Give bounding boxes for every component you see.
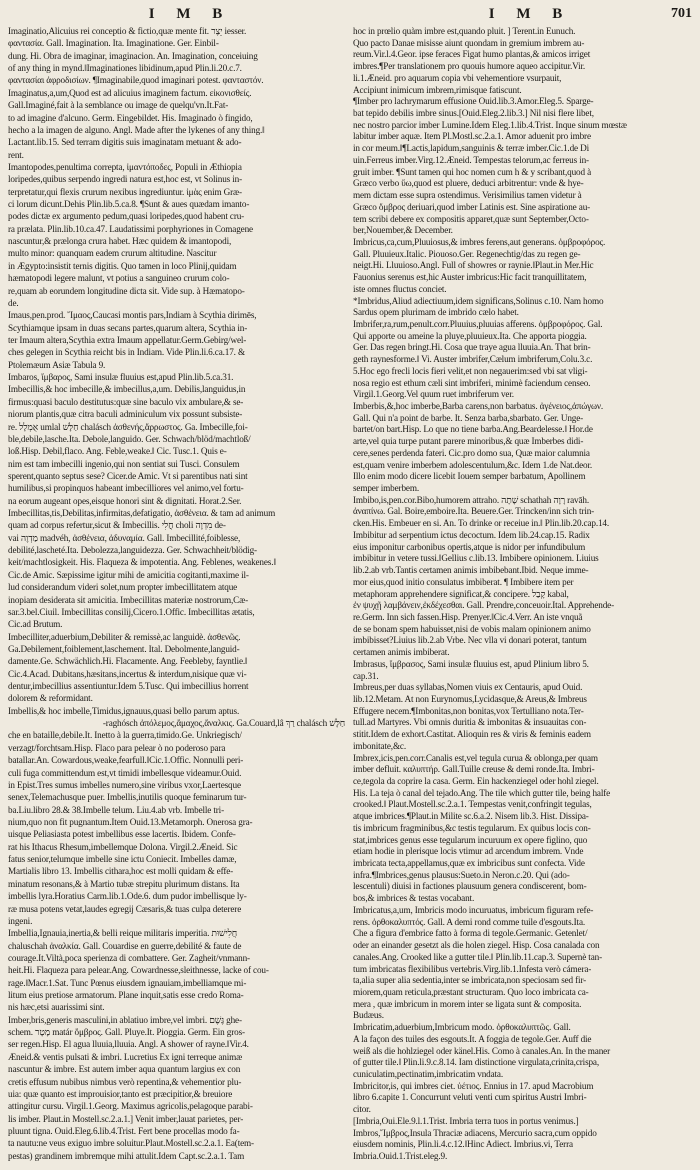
dictionary-line: chaluschah ἀναλκία. Gall. Couardise en guerre,debilité & faute de	[8, 940, 242, 951]
dictionary-line: ta,alia super alia sedentia,inter se imbricata,non speciosam sed fir-	[353, 975, 587, 986]
dictionary-line: Imbricitor,is, qui imbres ciet. ὑέτιος. Ennius in 17. apud Macrobium	[353, 1080, 594, 1091]
dictionary-line: uin.Ferreus imber.Virg.12.Æneid. Tempestas telorum,ac ferreus in-	[353, 154, 589, 165]
dictionary-line: Imbecillitas,tis,Debilitas,infirmitas,defatigatio, ἀσθένεια. & tam ad animum	[8, 508, 276, 519]
dictionary-line: *Imbridus,Aliud adiectiuum,idem significans,Solinus c.10. Nam homo	[353, 295, 604, 306]
dictionary-line: Gall. Qui n'a point de barbe. It. Senza barba,sbarbato. Ger. Unge-	[353, 412, 584, 423]
dictionary-line: Illo enim modo dicere licebit Iouem semper barbatum, Apollinem	[353, 471, 586, 482]
dictionary-line: lud considerandum videri solet,num propter imbecillitatem atque	[8, 582, 238, 593]
dictionary-line: Imbrasus, ἴμβρασος, Sami insulæ fluuius est, apud Plinium libro 5.	[353, 658, 589, 669]
dictionary-line: keit/machtlosigkeit. His. Flaqueza & impotentia. Ang. Feblenes, weakenes.‖	[8, 557, 276, 568]
dictionary-line: Imbibitur ad serpentium ictus decoctum. Idem lib.24.cap.15. Radix	[353, 529, 590, 540]
dictionary-line: tis imbricum fragminibus,&c testis tegularum. Ex quibus locis con-	[353, 822, 591, 833]
dictionary-line: Sardus opem plurimam de imbrido cælo habet.	[353, 307, 519, 318]
dictionary-line: of gutter tile.‖ Plin.li.9.c.8.14. Iam distinctione virgulata,crinita,crispa,	[353, 1057, 600, 1068]
dictionary-line: tull.ad Martyres. Vbi omnis duritia & imbonitas & insuauitas con-	[353, 717, 587, 728]
dictionary-line: Imbria.Ouid.1.Trist.eleg.9.	[353, 1151, 448, 1161]
dictionary-line: Gall. Pluuieux.Italic. Piouoso.Ger. Regenechtig/das zu regen ge-	[353, 248, 581, 259]
dictionary-line: Imbros,Ἴμβρος,Insula Thraciæ adiacens, Mercurio sacra,cum oppido	[353, 1127, 597, 1138]
dictionary-line: ingeni.	[8, 915, 33, 926]
dictionary-line: Budæus.	[353, 1010, 384, 1021]
dictionary-line: Ger. Das regen bringt.Hi. Cosa que traye agua lluuia.An. That brin-	[353, 342, 591, 353]
dictionary-line: mem dictam esse supra ostendimus. Verisimilius tamen videtur à	[353, 190, 582, 201]
running-head-left: I M B	[148, 6, 232, 22]
dictionary-line: pluunt tigna. Ouid.Eleg.6.lib.4.Trist. Fert bene procellas modo fa-	[8, 1125, 240, 1136]
dictionary-line: Effugere necem.¶Imbonitas,non bonitas,vox Tertulliano nota.Ter-	[353, 705, 584, 716]
dictionary-line: nium,quo non fit pugnantum.Item Ouid.13.Metamorph. Onerosa gra-	[8, 817, 253, 827]
right-column	[353, 26, 692, 1162]
dictionary-line: Græco verbo ὕω,quod est pluere, deduci arbitrentur: vnde & hye-	[353, 178, 584, 189]
dictionary-line: Cic.ad Brutum.	[8, 619, 63, 630]
dictionary-line: imbonitate,&c.	[353, 740, 407, 751]
dictionary-line: Ga.Debilement,foiblement,laschement. Ital. Debolmente,languid-	[8, 643, 240, 654]
dictionary-line: cuniculatim,pectinatim,imbricatim vndata.	[353, 1068, 503, 1079]
dictionary-line: lib.2.ab vrb.Tantis certamen animis imbibebant.Ibid. Neque imme-	[353, 565, 589, 576]
dictionary-line: nis hæc,etsi auarissimi sint.	[8, 1002, 105, 1013]
dictionary-line: Imbricus,ca,cum,Pluuiosus,& imbres ferens,aut generans. ὀμβροφόρος.	[353, 236, 606, 247]
dictionary-line: Gall.Imaginé,fait à la semblance ou image de quelqu'vn.It.Fat-	[8, 100, 229, 111]
dictionary-line: His. La teja ò canal del tejado.Ang. The tile which gutter tile, being halfe	[353, 787, 611, 798]
dictionary-line: podes dictæ ex argumento pedum,quasi loripedes,quod habent cru-	[8, 211, 245, 222]
dictionary-line: Imberbis,&,hoc imberbe,Barba carens,non barbatus. ἀγένειος,ἀπώγων.	[353, 401, 604, 411]
dictionary-line: debilité,lascheté.Ita. Debolezza,languidezza. Ger. Schwachheit/blödig-	[8, 545, 257, 556]
dictionary-line: Martialis libro 13. Imbellis cithara,hoc est molli quidam & effe-	[8, 866, 234, 877]
dictionary-line: ches gelegen in Scythia reicht bis in Indiam. Vide Plin.li.6.ca.17. &	[8, 347, 245, 358]
dictionary-line: terpretatur,qui flexis crurum nexibus ingrediuntur. ἱμὰς enim Græ-	[8, 186, 242, 197]
dictionary-line: ¶Imber pro lachrymarum effusione Ouid.lib.3.Amor.Eleg.5. Sparge-	[353, 96, 594, 107]
dictionary-line: re,quam ab eorundem longitudine dicta sit. Vide sup. à Hæmatopo-	[8, 285, 245, 296]
dictionary-line: cap.31.	[353, 670, 379, 681]
dictionary-line: imbibisset?Liuius lib.2.ab Vrbe. Nec vlla vi donari poterat, tantum	[353, 635, 587, 646]
dictionary-line: fatus senior,telumque imbelle sine ictu Coniecit. Imbelles damæ,	[8, 854, 237, 865]
dictionary-line: canales.Ang. Crooked like a gutter tile.‖ Plin.lib.11.cap.3. Supernè tan-	[353, 951, 602, 962]
dictionary-line: imbellis lyra.Horatius Carm.lib.1.Ode.6. dum pudor imbellisque ly-	[8, 891, 247, 902]
dictionary-line: Imaginatus,a,um,Quod est ad alicuius imaginem factum. εἰκονισθείς.	[8, 87, 252, 98]
dictionary-line: A la façon des tuiles des esgouts.It. A foggia de tegole.Ger. Auff die	[353, 1033, 592, 1044]
dictionary-line: Imbreus,per duas syllabas,Nomen viuis ex Centauris, apud Ouid.	[353, 682, 583, 693]
dictionary-line: mera , quæ imbricum in morem inter se ligata sunt & composita.	[353, 998, 582, 1009]
dictionary-line: che en bataille,debile.It. Inetto à la guerra,timido.Ge. Unkriegisch/	[8, 730, 242, 741]
dictionary-line: miorem,quam reticula,præstant structuram. Quo loco imbricata ca-	[353, 986, 589, 997]
dictionary-line: Imbellia,Ignauia,inertia,& belli reique militaris imperitia. חֲלִישׁוּת	[8, 928, 238, 939]
dictionary-line: ba.Liu.libro 28.& 38.Imbelle telum. Liu.4.ab vrb. Imbelle tri-	[8, 804, 224, 815]
dictionary-line: Græco ὄμβρος deriuari,quod imber Latinis est. Sine aspiratione au-	[353, 201, 591, 212]
dictionary-line: ble,debile,lasche.Ita. Debole,languido. Ger. Schwach/blöd/machtloß/	[8, 433, 251, 444]
dictionary-line: humilibus,si propinquos habeant imbecilliores vel animo,vel fortu-	[8, 483, 244, 494]
dictionary-line: Imbecilliter,aduerbium,Debiliter & remissè,ac languidè. ἀσθενῶς.	[8, 631, 241, 642]
dictionary-line: eiusdem nominis, Plin.li.4.c.12.‖Hinc Adiect. Imbrius.vi, Terra	[353, 1139, 573, 1150]
dictionary-line: batallar.An. Cowardous,weake,fearfull.‖Cic.1.Offic. Nonnulli peri-	[8, 755, 244, 766]
dictionary-line: Imber,bris,generis masculini,in ablatiuo imbre,vel imbri. גֶּשֶׁם ghe-	[8, 1014, 242, 1025]
dictionary-line: Virgil.1.Georg.Vel quum ruet imbriferum ver.	[353, 389, 514, 400]
dictionary-line: ta nautu:ne veus exiguo imbre soluitur.Plaut.Mostell.sc.2.a.1. Ea(tem-	[8, 1138, 254, 1149]
dictionary-line: litum eius pretiose armatorum. Plane inquit,satis esse credo Roma-	[8, 990, 244, 1001]
dictionary-line: libro 6.capite 1. Concurrunt veluti venti cum spiritus Austri Imbri-	[353, 1092, 587, 1103]
dictionary-line: bat tepido debilis imbre sinus.[Ouid.Eleg.2.lib.3.] Nil nisi flere libet,	[353, 108, 594, 119]
dictionary-line: [Imbria,Oui.Ele.9.l.1.Trist. Imbria terra tuos in portus venimus.]	[353, 1115, 579, 1126]
dictionary-line: de.	[8, 297, 19, 308]
dictionary-line: est,quam venire imberbem adolescentulum,&c. Idem 1.de Nat.deor.	[353, 459, 593, 470]
dictionary-line: iste omnes fluctus conciet.	[353, 283, 447, 294]
dictionary-line: Che a figura d'embrice fatto à forma di tegole.Germanic. Getenlet/	[353, 928, 588, 939]
dictionary-line: citor.	[353, 1104, 371, 1115]
dictionary-line: in cor meum.‖¶Lactis,lapidum,sanguinis & terræ imber.Cic.1.de Di	[353, 143, 589, 154]
dictionary-line: ræ musa potens vetat,laudes egregij Cæsaris,& tuas culpa deterere	[8, 903, 242, 914]
dictionary-line: ἐν ψυχῇ λαμβάνειν,ἐκδέχεσθαι. Gall. Prendre,conceuoir.Ital. Apprehende-	[353, 600, 614, 611]
dictionary-line: Imaus,pen.prod. Ἴμαος,Caucasi montis pars,Indiam à Scythia dirimēs,	[8, 310, 257, 321]
left-column	[8, 26, 345, 1162]
dictionary-line: stitit.Idem de exhort.Castitat. Alioquin res & viris & feminis eadem	[353, 729, 591, 740]
dictionary-line: courage.It.Viltà,poca sperienza di combattere. Ger. Zagheit/vnmann-	[8, 952, 250, 963]
dictionary-line: inopiam desiderata sit amicitia. Imbecillitas materiæ nostrorum,Cæ-	[8, 594, 248, 605]
dictionary-line: etiam hodie in plerisque locis vtimur ad arcendum imbrem. Vnde	[353, 846, 584, 857]
dictionary-line: Æneid.& ventis pulsati & imbri. Lucretius Ex igni terreque animæ	[8, 1051, 243, 1062]
dictionary-line: ci lorum dicunt.Dehis Plin.lib.5.ca.8. ¶Sunt & aues quædam imanto-	[8, 199, 250, 210]
dictionary-line: Ptolemæum Asiæ Tabula 9.	[8, 359, 106, 370]
dictionary-line: heit.Hi. Flaqueza para pelear.Ang. Cowardnesse,sleithnesse, lacke of cou-	[8, 965, 269, 976]
dictionary-line: infra.¶Imbrices,genus plausus:Sueto.in Neron.c.20. Qui (ado-	[353, 869, 570, 880]
dictionary-line: culi fuga committendum est,vt timidi imbellesque videamur.Ouid.	[8, 767, 242, 778]
dictionary-line: pestas) grandinem imbremque mihi attulit.Idem Capt.sc.2.a.1. Tam	[8, 1150, 245, 1161]
dictionary-line: חַלָּשׁ chalásch רַךְ raghósch ἀπόλεμος,ἄμαχος,ἄναλκις. Ga.Couard,lâ-	[102, 718, 345, 729]
dictionary-line: labitur imber aquæ. Item Pl.Mostl.sc.2.a.1. Amor aduenit pro imbre	[353, 131, 591, 142]
dictionary-line: ter Imaum altera,Scythia extra Imaum appellatur.Germ.Gebirg/wel-	[8, 334, 247, 345]
dictionary-line: Lactant.lib.15. Sed terram digitis suis imaginatam metuant & ado-	[8, 137, 242, 148]
dictionary-line: of any thing in mynd.‖Imaginationes libidinum,apud Plin.li.20.c.7.	[8, 63, 242, 74]
dictionary-line: Imantopodes,penultima correpta, ἱμαντόποδες, Populi in Æthiopia	[8, 161, 242, 172]
dictionary-line: nim est tam imbecilli ingenio,qui non sentiat sui Tusci. Consulem	[8, 458, 240, 469]
dictionary-line: minatum resonans,& à Martio tubæ strepitu plurimum distans. Ita	[8, 878, 240, 889]
dictionary-line: in Ægypto:insistit ternis digitis. Quo tamen in loco Plinij,quidam	[8, 260, 237, 271]
dictionary-line: ser regen.Hisp. El agua lluuia,lluuia. Angl. A shower of rayne.‖Vir.4.	[8, 1039, 249, 1050]
dictionary-line: Quo pacto Danae misisse aiunt quondam in gremium imbrem au-	[353, 37, 585, 48]
dictionary-line: quam ad corpus refertur,sicut & Imbecillis. חֳלִי choli מִדְוֶה de-	[8, 520, 226, 531]
dictionary-line: dentur,imbecillius assentiuntur.Idem 5.Tusc. Qui imbecillius horrent	[8, 681, 249, 692]
dictionary-line: multo minor: quanquam eadem crurum altitudine. Nascitur	[8, 248, 217, 259]
dictionary-line: cken.His. Embeuer en si. An. To drinke or receiue in.‖ Plin.lib.20.cap.14.	[353, 518, 610, 529]
dictionary-line: reum.Vir.l.4.Geor. ipse feraces Figat humo plantas,& amicos irriget	[353, 49, 591, 60]
dictionary-line: vai מַדְוֶה madvéh, ἀσθένεια, ἀδυναμία. Gall. Imbecillité,foiblesse,	[8, 532, 241, 543]
dictionary-line: li.1.Æneid. pro aquarum copia vbi vehementiore vsurpauit,	[353, 72, 562, 83]
dictionary-line: uisque Peliasiasta potest imbellibus esse lacertis. Ibidem. Confe-	[8, 829, 236, 840]
dictionary-line: na eorum augeant opes,eisque honori sint & dignitati. Horat.2.Ser.	[8, 495, 242, 506]
dictionary-line: atque imbrices.¶Plaut.in Milite sc.6.a.2. Nisem lib.3. Hist. Dissipa-	[353, 811, 589, 822]
dictionary-line: imber defluit. καλυπτήρ. Gall.Tuille creuse & demi ronde.Ita. Imbri-	[353, 764, 595, 775]
dictionary-line: senex,Telemachusque puer. Imbellis,inutilis quoque feminarum tur-	[8, 792, 247, 803]
dictionary-line: verzagt/forchtsam.Hisp. Flaco para pelear ò no poderoso para	[8, 742, 226, 753]
dictionary-line: semper imberbem.	[353, 483, 419, 494]
dictionary-line: Imbellis,& hoc imbelle,Timidus,ignauus,quasi bello parum aptus.	[8, 705, 240, 716]
dictionary-line: de se bonam spem habuisset,nisi de vobis malam opinionem animo	[353, 623, 591, 634]
dictionary-line: stat,imbrices genus esse tegularum incuruum ex opere figlino, quo	[353, 834, 588, 845]
dictionary-line: re. אֻמְלָל umlal חַלָּשׁ chalásch ἀσθενής,ἄρρωστος. Ga. Imbecille,foi-	[8, 421, 248, 432]
dictionary-line: Imbricatus,a,um, Imbricis modo incuruatus, imbricum figuram refe-	[353, 904, 594, 915]
dictionary-line: nascuntur,& prælonga crura habet. Hæc quidem & imantopodi,	[8, 236, 232, 247]
dictionary-line: hecho a la imagen de alguno. Angl. Made after the lykenes of any thing.‖	[8, 124, 265, 135]
dictionary-line: hoc in prœlio quàm imbre est,quando pluit. ] Terent.in Eunuch.	[353, 26, 576, 36]
dictionary-line: sperent,quanto septus sese? Cicer.de Amic. Vt si parentibus nati sint	[8, 470, 248, 481]
dictionary-line: loß.Hisp. Debil,flaco. Ang. Feble,weake.‖ Cic. Tusc.1. Quis e-	[8, 446, 227, 457]
dictionary-line: ce,tegola da coprire la casa. Germ. Ein hackenziegel oder hohl ziegel.	[353, 776, 599, 786]
dictionary-line: ra prælata. Plin.lib.10.ca.47. Laudatissimi porphyriones in Comagene	[8, 223, 253, 234]
dictionary-line: in Epist.Tres sumus imbelles numero,sine viribus vxor,Laertesque	[8, 779, 241, 790]
dictionary-line: Imbecillis,& hoc imbecille,& imbecillus,a,um. Debilis,languidus,in	[8, 384, 246, 395]
dictionary-line: lib.12.Metam. At non Eurynomus,Lycidasque,& Areus,& Imbreus	[353, 693, 587, 704]
dictionary-line: Imbibo,is,pen.cor.Bibo,humorem attraho. שָׁתָה schathah רָוָה ravāh.	[353, 494, 589, 505]
dictionary-line: geth raynesforme.‖ Vi. Auster imbrifer,Cælum imbriferum,Colu.3.c.	[353, 354, 593, 365]
dictionary-line: ἀναπίνω. Gal. Boire,emboire.Ita. Beuere.Ger. Trincken/inn sich trin-	[353, 506, 595, 517]
dictionary-line: ber,Nouember,& December.	[353, 225, 453, 236]
dictionary-line: dung. Hi. Obra de imaginar, imaginacion. An. Imagination, conceiuing	[8, 50, 258, 61]
dictionary-line: oder an einander gesetzt als die holen ziegel. Hisp. Cosa canalada con	[353, 940, 600, 951]
dictionary-line: rent.	[8, 149, 24, 160]
dictionary-line: φαντασία. Gall. Imagination. Ita. Imaginatione. Ger. Einbil-	[8, 38, 219, 49]
dictionary-line: niorum plantis,quæ citra baculi adminiculum vix possunt subsiste-	[8, 409, 243, 420]
dictionary-line: Imbricatim,aduerbium,Imbricum modo. ὀρθοκαλυπτῶς. Gall.	[353, 1022, 571, 1033]
dictionary-line: metaphoram apprehendere significat,& concipere. קָבַל kabal,	[353, 588, 569, 599]
dictionary-line: eius imponitur carbonibus opertis,atque is nidor per infundibulum	[353, 541, 586, 552]
dictionary-line: uia: quæ quanto est improuisior,tanto est præcipitior,& breuiore	[8, 1088, 233, 1099]
dictionary-line: cere,senes perdenda fateri. Cic.pro domo sua, Quæ maior calumnia	[353, 447, 590, 458]
dictionary-line: nosa regio est ethum cæli sint imbriferi, minimè faciendum censeo.	[353, 377, 591, 388]
dictionary-line: Cic.de Amic. Sæpissime igitur mihi de amicitia cogitanti,maxime il-	[8, 569, 249, 580]
dictionary-line: Imbaros, ἴμβαρος, Sami insulæ fluuius est,apud Plin.lib.5.ca.31.	[8, 372, 234, 383]
dictionary-line: rat his Ithacus Rhesum,imbellemque Dolona. Virgil.2.Æneid. Sic	[8, 841, 238, 852]
dictionary-line: loripedes,quibus serpendo ingredi natura est,hoc est, vt Solinus in-	[8, 174, 242, 185]
dictionary-line: Accipiunt inimicum imbrem,rimisque fatiscunt.	[353, 84, 522, 95]
dictionary-line: rage.‖Macr.1.Sat. Tunc Pœnus eiusdem ignauiam,imbelliamque mi-	[8, 977, 247, 988]
dictionary-line: dolorem & reformidant.	[8, 693, 93, 704]
dictionary-line: arte,vel quia turpe putant parere minoribus,& quæ Imberbes didi-	[353, 436, 584, 447]
dictionary-line: imbres.¶Per translationem pro quouis humore aqueo accipitur.Vir.	[353, 61, 586, 72]
dictionary-line: crooked.‖ Plaut.Mostell.sc.2.a.1. Tempestas venit,confringit tegulas,	[353, 799, 592, 810]
dictionary-line: hæmatopodi legere malunt, vt potius a sanguineo crurum colo-	[8, 273, 230, 284]
dictionary-line: nascuntur & imbre. Est autem imber aqua quantum largius ex con	[8, 1064, 241, 1075]
running-head-right: I M B	[488, 6, 572, 22]
dictionary-line: mor eius,quod initio consulatus imbiberat. ¶ Imbibere item per	[353, 576, 574, 587]
dictionary-line: damente.Ge. Schwächlich.Hi. Flacamente. Ang. Feebleby, fayntlie.‖	[8, 656, 248, 667]
dictionary-line: weiß als die hohlziegel oder känel.His. Como à canales.An. In the maner	[353, 1045, 610, 1056]
dictionary-line: imbricata tecta,appellamus,quæ ex imbricibus sunt confecta. Vide	[353, 858, 585, 869]
dictionary-line: bartet/on bart.Hisp. Lo que no tiene barba.Ang.Beardelesse.‖ Hor.de	[353, 424, 593, 435]
dictionary-line: bos,& imbrices & testas vocabant.	[353, 893, 475, 904]
dictionary-line: nec nostro parcior imber Lumine.Idem Eleg.1.lib.4.Trist. Inque sinum mœstæ	[353, 119, 627, 130]
dictionary-line: tem scribi debere ex compositis apparet,quæ sunt September,Octo-	[353, 213, 589, 224]
dictionary-line: Fauonius serenus est,hic Auster imbricus:Hic facit tranquillitatem,	[353, 272, 587, 283]
dictionary-line: re.Germ. Inn sich fassen.Hisp. Prenyer.‖Cic.4.Verr. An iste vnquã	[353, 611, 583, 622]
dictionary-line: gruit imber. ¶Sunt tamen qui hoc nomen cum h & y scribant,quod à	[353, 166, 591, 177]
dictionary-line: certamen animis imbiberat.	[353, 647, 450, 658]
dictionary-line: to ad imagine d'alcuno. Germ. Eingebildet. His. Imaginado ò fingido,	[8, 112, 253, 123]
dictionary-line: firmus:quasi baculo destitutus:quæ sine baculo vix ambulare,& se-	[8, 396, 244, 407]
dictionary-line: Imbrifer,ra,rum,penult.corr.Pluuius,pluuias afferens. ὀμβροφόρος. Gal.	[353, 318, 603, 329]
dictionary-line: tum imbricatas flexibilibus vertebris.Virg.lib.1.Infesta verò cámera-	[353, 963, 592, 974]
dictionary-line: Imaginatio,Alicuius rei conceptio & fictio,quæ mente fit. יֵצֶר iesser.	[8, 26, 247, 36]
page-number: 701	[671, 6, 692, 21]
dictionary-line: Scythiamque ipsam in duas secans partes,quarum altera, Scythia in-	[8, 322, 248, 333]
dictionary-line: 5.Hoc ego frecli locis fieri velit,et non negauerim:sed vbi sat vligi-	[353, 365, 588, 376]
dictionary-line: φαντασίαι ἀφροδισίων. ¶Imaginabile,quod imaginari potest. φανταστόν.	[8, 75, 264, 86]
dictionary-line: cretis effusum nubibus nimbus verò repentina,& vehementior plu-	[8, 1076, 242, 1087]
dictionary-line: attingitur cursu. Virgil.1.Georg. Maximus agricolis,pelagoque parabi-	[8, 1101, 253, 1112]
dictionary-line: lescentuli) diuisi in factiones plausuum genera condiscerent, bom-	[353, 881, 587, 892]
dictionary-line: sar.3.bel.Ciuil. Imbecillitas consilij,Cicero.1.Offic. Imbecillitas ætatis,	[8, 606, 255, 617]
dictionary-line: neigt.Hi. Lluuioso.Angl. Full of showres or raynie.‖Plaut.in Mer.Hic	[353, 260, 594, 271]
dictionary-line: imbibitur in vetere tussi.‖Gellius c.lib.13. Imbibere opinionem. Liuius	[353, 553, 599, 564]
dictionary-line: Cic.4.Acad. Dubitans,hæsitans,incertus & interdum,nisique quæ vi-	[8, 668, 247, 679]
dictionary-line: schem. מָטָר matár ὄμβρος. Gall. Pluye.It. Pioggia. Germ. Ein gros-	[8, 1027, 245, 1038]
dictionary-line: rens. ὀρθοκαλυπτός. Gall. A demi rond comme tuile d'esgouts.Ita.	[353, 916, 586, 927]
dictionary-line: Imbrex,icis,pen.corr.Canalis est,vel tegula curua & oblonga,per quam	[353, 752, 598, 763]
dictionary-line: lis imber. Plaut.in Mostell.sc.2.a.1.] Venit imber,lauat parietes, per-	[8, 1113, 244, 1124]
dictionary-line: Qui apporte ou ameine la pluye,pluuieux.Ita. Che apporta pioggia.	[353, 330, 587, 341]
